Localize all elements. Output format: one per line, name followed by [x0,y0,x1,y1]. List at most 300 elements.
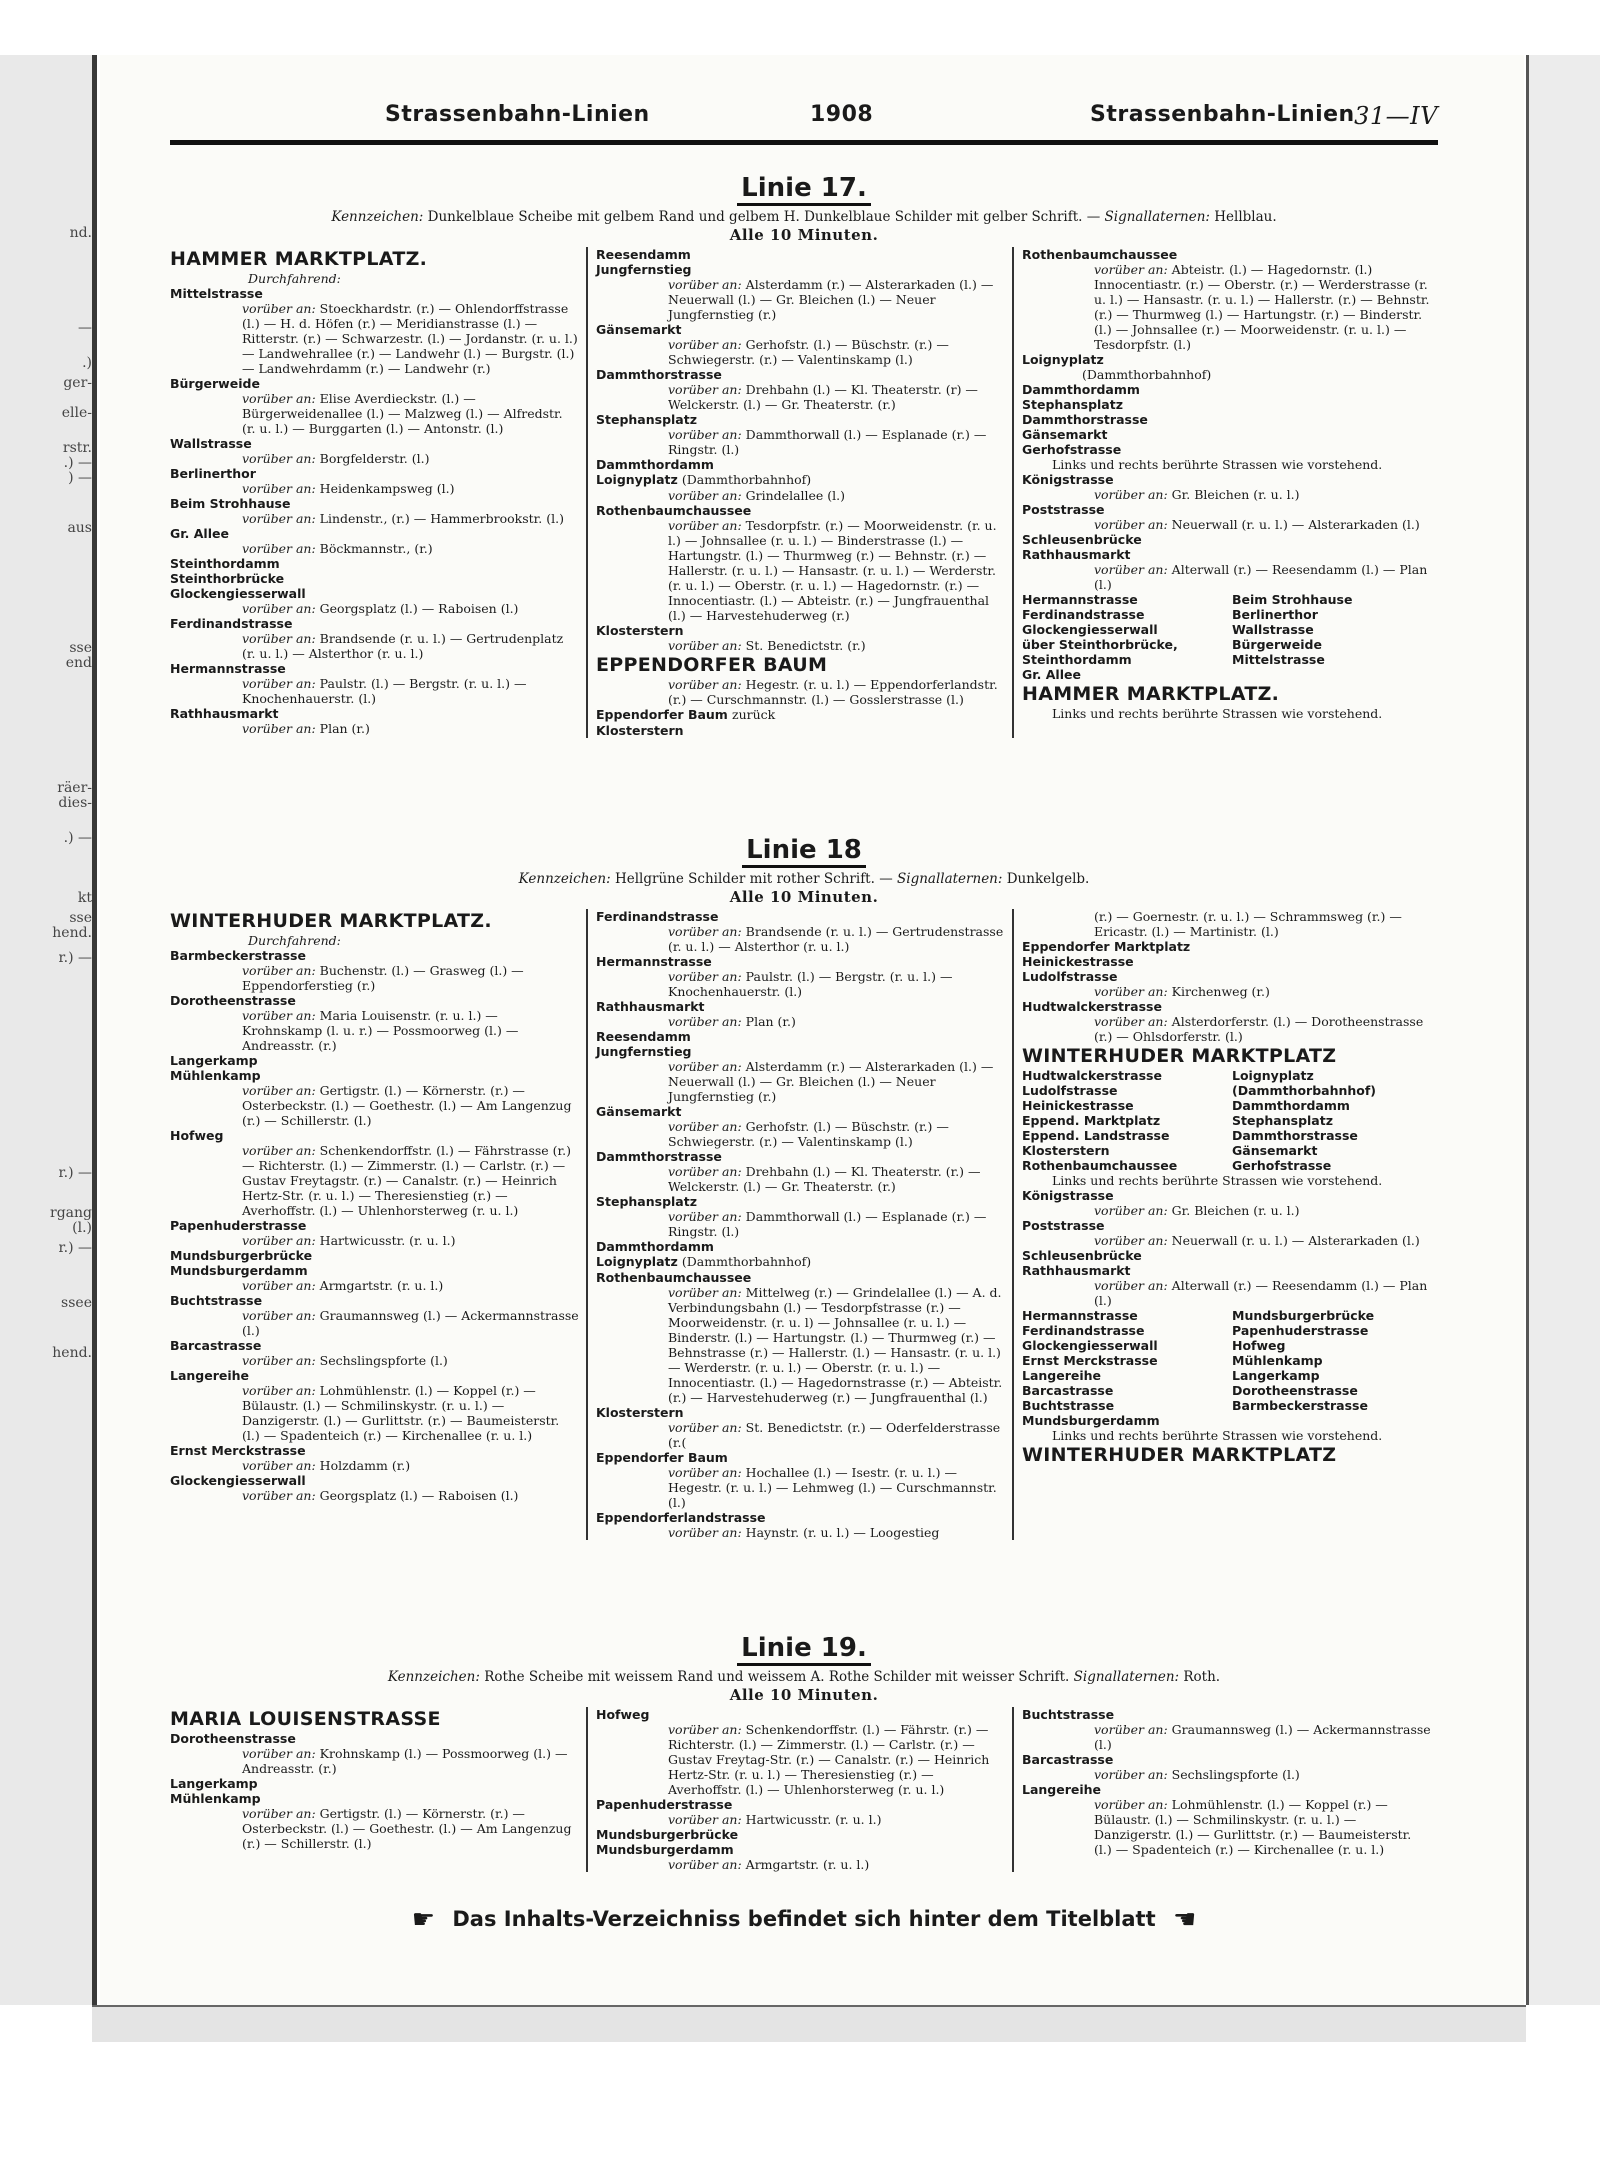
signal-label: Signallaternen: [1104,209,1210,225]
footer-text: Das Inhalts-Verzeichniss befindet sich hinter dem Titelblatt [452,1907,1156,1931]
stop-name: Hudtwalckerstrasse [1022,999,1162,1014]
stop-summary-grid [1022,1068,1432,1173]
vorueber-label: vorüber an: [668,1525,742,1540]
streets-text: Lohmühlenstr. (l.) — Koppel (r.) — Bülaustr. (l.) — Schmilinskystr. (r. u. l.) — Danzigerstr. (l.) — Gurlittstr. (r.) — Baumeisterstr. (l.) — Spadenteich (r.) — Kirchenallee (r. u. l.) [242,1383,560,1443]
streets-passed [596,1164,1006,1194]
footer-note [170,1905,1438,1935]
stop-name: Reesendamm [596,247,691,262]
streets-passed [596,1465,1006,1510]
margin-fragment: aus [67,520,92,536]
streets-passed [170,631,580,661]
streets-passed [1022,262,1432,352]
stop-name: Gänsemarkt [596,322,682,337]
streets-text: Mittelweg (r.) — Grindelallee (l.) — A. d. Verbindungsbahn (l.) — Tesdorpfstrasse (r.) — Moorweidenstr. (r. u. l) — Johnsallee (r. u. l.) — Binderstr. (l.) — Hartungstr. (l.) — Thurmweg (r.) — Behnstrasse (r.) — Hallerstr. (l.) — Hansastr. (r. u. l.) — Werderstr. (r. u. l.) — Oberstr. (r. u. l.) — Innocentiastr. (l.) — Hagedornstrasse (r.) — Abteistr. (r.) — Harvestehuderweg (r.) — Jungfrauenthal (l.) [668,1285,1003,1405]
route-column [170,909,586,1540]
stop-name: Mundsburgerdamm [596,1842,734,1857]
vorueber-label: vorüber an: [1094,562,1168,577]
vorueber-label: vorüber an: [668,969,742,984]
streets-text: (r.) — Goernestr. (r. u. l.) — Schrammsweg (r.) — Ericastr. (l.) — Martinistr. (l.) [1094,909,1402,939]
streets-text: Neuerwall (r. u. l.) — Alsterarkaden (l.) [1171,517,1420,532]
stop-name: Loignyplatz [596,1254,678,1269]
terminus: HAMMER MARKTPLATZ. [170,248,428,270]
stop-name: Gr. Allee [170,526,229,541]
line-title [170,1633,1438,1663]
streets-text: Alterwall (r.) — Reesendamm (l.) — Plan (l.) [1094,562,1428,592]
stop-note: zurück [731,707,776,722]
vorueber-label: vorüber an: [1094,984,1168,999]
stop-row [596,472,1006,488]
frequency: Alle 10 Minuten. [729,226,879,244]
streets-text: Buchenstr. (l.) — Grasweg (l.) — Eppendorferstieg (r.) [242,963,524,993]
summary-stop: Ludolfstrasse [1022,1083,1118,1098]
summary-stop: Barcastrasse [1022,1383,1114,1398]
streets-text: Brandsende (r. u. l.) — Gertrudenstrasse (r. u. l.) — Alsterthor (r. u. l.) [668,924,1004,954]
stop-name: Eppendorfer Baum [596,707,728,722]
line-title [170,173,1438,203]
stop-name: Jungfernstieg [596,1044,692,1059]
stop-name: Mittelstrasse [170,286,263,301]
streets-passed [1022,1722,1432,1752]
streets-text: Hochallee (l.) — Isestr. (r. u. l.) — Hegestr. (r. u. l.) — Lehmweg (l.) — Curschmannstr. (l.) [668,1465,997,1510]
stop-name: Ernst Merckstrasse [170,1443,306,1458]
stop-name: Klosterstern [596,723,684,738]
streets-passed [596,638,1006,653]
running-header [170,100,1438,145]
streets-text: Gr. Bleichen (r. u. l.) [1171,1203,1300,1218]
line-block-18 [170,835,1438,1540]
stop-name: Klosterstern [596,623,684,638]
streets-text: Böckmannstr., (r.) [319,541,433,556]
streets-text: Haynstr. (r. u. l.) — Loogestieg [745,1525,940,1540]
streets-text: Maria Louisenstr. (r. u. l.) — Krohnskamp (l. u. r.) — Possmoorweg (l.) — Andreasstr. (r.) [242,1008,519,1053]
summary-stop: Papenhuderstrasse [1232,1323,1369,1338]
summary-stop: Beim Strohhause [1232,592,1353,607]
streets-passed [1022,1233,1432,1248]
kennzeichen-label: Kennzeichen: [387,1669,480,1685]
vorueber-label: vorüber an: [668,1465,742,1480]
streets-passed [170,963,580,993]
vorueber-label: vorüber an: [1094,1278,1168,1293]
summary-stop: Gänsemarkt [1232,1143,1318,1158]
streets-passed [596,382,1006,412]
stop-name: Klosterstern [596,1405,684,1420]
summary-stop: Wallstrasse [1232,622,1314,637]
margin-fragment: — [78,320,92,336]
streets-passed [596,1059,1006,1104]
summary-stop: Ferdinandstrasse [1022,1323,1145,1338]
kennzeichen-label: Kennzeichen: [518,871,611,887]
summary-stop: (Dammthorbahnhof) [1232,1083,1377,1098]
vorueber-label: vorüber an: [242,1278,316,1293]
margin-fragment: r.) — [58,950,92,966]
streets-text: Krohnskamp (l.) — Possmoorweg (l.) — Andreasstr. (r.) [242,1746,568,1776]
vorueber-label: vorüber an: [668,382,742,397]
stop-name: Barmbeckerstrasse [170,948,306,963]
pointing-hand-left-icon: ☚ [1172,1905,1197,1935]
summary-stop: Glockengiesserwall [1022,622,1158,637]
vorueber-label: vorüber an: [242,301,316,316]
stop-name: Rathhausmarkt [1022,1263,1131,1278]
vorueber-label: vorüber an: [1094,1233,1168,1248]
vorueber-label: vorüber an: [668,1285,742,1300]
streets-passed [1022,1797,1432,1857]
stop-name: Rathhausmarkt [170,706,279,721]
streets-text: Sechslingspforte (l.) [319,1353,448,1368]
summary-stop: Buchtstrasse [1022,1398,1115,1413]
margin-fragment: (l.) [72,1220,92,1236]
summary-stop: Gerhofstrasse [1232,1158,1332,1173]
streets-passed [1022,1014,1432,1044]
margin-fragment: hend. [52,925,92,941]
streets-passed [170,481,580,496]
stop-name: Ludolfstrasse [1022,969,1118,984]
stop-name: Jungfernstieg [596,262,692,277]
scan-left-margin [0,55,97,2005]
streets-passed [170,601,580,616]
stop-summary-grid [1022,1308,1432,1428]
streets-text: Tesdorpfstr. (r.) — Moorweidenstr. (r. u. l.) — Johnsallee (r. u. l.) — Binderstrasse (l.) — Hartungstr. (l.) — Thurmweg (r.) — Behnstr. (r.) — Hallerstr. (r. u. l.) — Hansastr. (r. u. l.) — Werderstr. (r. u. l.) — Oberstr. (r. u. l.) — Hagedornstr. (r.) — Innocentiastr. (l.) — Abteistr. (r.) — Jungfrauenthal (l.) — Harvestehuderweg (r.) [668,518,997,623]
stop-name: Hofweg [170,1128,224,1143]
margin-fragment: elle- [61,405,92,421]
summary-stop: Rothenbaumchaussee [1022,1158,1178,1173]
streets-passed [170,1008,580,1053]
streets-text: Georgsplatz (l.) — Raboisen (l.) [319,601,519,616]
summary-stop: Hermannstrasse [1022,1308,1138,1323]
stop-name: Mühlenkamp [170,1068,261,1083]
summary-stop: Stephansplatz [1232,1113,1333,1128]
streets-passed [596,677,1006,707]
stop-name: Poststrasse [1022,1218,1105,1233]
streets-text: Alsterdorferstr. (l.) — Dorotheenstrasse (r.) — Ohlsdorferstr. (l.) [1094,1014,1424,1044]
streets-text: Dammthorwall (l.) — Esplanade (r.) — Ringstr. (l.) [668,1209,987,1239]
vorueber-label: vorüber an: [242,631,316,646]
route-columns [170,247,1438,738]
streets-passed [596,488,1006,503]
stop-name: Mundsburgerdamm [170,1263,308,1278]
vorueber-label: vorüber an: [1094,1767,1168,1782]
line-title-text: Linie 19. [737,1633,871,1666]
durchfahrend-label: Durchfahrend: [248,933,341,948]
streets-passed [170,1458,580,1473]
streets-passed [596,924,1006,954]
streets-passed [170,1353,580,1368]
margin-fragment: ) — [68,470,92,486]
streets-text: Drehbahn (l.) — Kl. Theaterstr. (r) — Welckerstr. (l.) — Gr. Theaterstr. (r.) [668,382,978,412]
vorueber-label: vorüber an: [1094,1203,1168,1218]
vorueber-label: vorüber an: [242,676,316,691]
streets-passed [596,969,1006,999]
streets-text: Alterwall (r.) — Reesendamm (l.) — Plan (l.) [1094,1278,1428,1308]
margin-fragment: r.) — [58,1165,92,1181]
streets-text: Gr. Bleichen (r. u. l.) [1171,487,1300,502]
margin-fragment: sse [69,910,92,926]
streets-text: Dammthorwall (l.) — Esplanade (r.) — Ringstr. (l.) [668,427,987,457]
stop-name: Mühlenkamp [170,1791,261,1806]
margin-fragment: kt [77,890,92,906]
route-note: Links und rechts berührte Strassen wie vorstehend. [1052,457,1383,472]
vorueber-label: vorüber an: [668,427,742,442]
streets-passed [596,1525,1006,1540]
header-right-title: Strassenbahn-Linien [1090,102,1355,127]
margin-fragment: r.) — [58,1240,92,1256]
margin-fragment: räer- [57,780,92,796]
terminus: WINTERHUDER MARKTPLATZ [1022,1045,1337,1067]
streets-passed [170,1308,580,1338]
streets-text: St. Benedictstr. (r.) — Oderfelderstrasse (r.( [668,1420,1001,1450]
stop-name: Wallstrasse [170,436,252,451]
streets-passed [170,541,580,556]
header-year: 1908 [810,102,874,127]
vorueber-label: vorüber an: [242,1383,316,1398]
vorueber-label: vorüber an: [242,451,316,466]
vorueber-label: vorüber an: [668,488,742,503]
line-title [170,835,1438,865]
vorueber-label: vorüber an: [1094,1014,1168,1029]
stop-name: Ferdinandstrasse [170,616,293,631]
streets-text: Stoeckhardstr. (r.) — Ohlendorffstrasse (l.) — H. d. Höfen (r.) — Meridianstrasse (l.) — Ritterstr. (r.) — Schwarzestr. (l.) — Jordanstr. (r. u. l.) — Landwehrallee (r.) — Landwehr (l.) — Burgstr. (l.) — Landwehrdamm (r.) — Landwehr (r.) [242,301,578,376]
streets-passed [170,1083,580,1128]
vorueber-label: vorüber an: [242,1353,316,1368]
summary-stop: Ferdinandstrasse [1022,607,1145,622]
route-column [586,909,1012,1540]
vorueber-label: vorüber an: [668,1209,742,1224]
stop-name: Steinthordamm [170,556,280,571]
streets-text: Schenkendorffstr. (l.) — Fährstrasse (r.) — Richterstr. (l.) — Zimmerstr. (l.) — Carlstr. (r.) — Gustav Freytagstr. (r.) — Canalstr. (r.) — Heinrich Hertz-Str. (r. u. l.) — Theresienstieg (r.) — Averhoffstr. (l.) — Uhlenhorsterweg (r. u. l.) [242,1143,571,1218]
stop-name: Papenhuderstrasse [170,1218,307,1233]
vorueber-label: vorüber an: [242,721,316,736]
margin-fragment: dies- [58,795,92,811]
streets-text: Plan (r.) [319,721,370,736]
stop-name: Mundsburgerbrücke [596,1827,739,1842]
streets-passed [170,1233,580,1248]
summary-stop: Heinickestrasse [1022,1098,1134,1113]
vorueber-label: vorüber an: [242,1143,316,1158]
route-column [586,1707,1012,1872]
streets-text: Graumannsweg (l.) — Ackermannstrasse (l.) [242,1308,579,1338]
vorueber-label: vorüber an: [1094,517,1168,532]
vorueber-label: vorüber an: [1094,1722,1168,1737]
summary-stop: Langerkamp [1232,1368,1320,1383]
streets-passed [170,676,580,706]
stop-name: Königstrasse [1022,472,1114,487]
margin-fragment: ger- [63,375,92,391]
page-number: 31—IV [1354,102,1438,130]
route-column [1012,909,1438,1540]
vorueber-label: vorüber an: [668,337,742,352]
line-block-19 [170,1633,1438,1872]
summary-stop: Glockengiesserwall [1022,1338,1158,1353]
stop-name: Rathhausmarkt [1022,547,1131,562]
stop-name: Glockengiesserwall [170,586,306,601]
streets-passed [596,277,1006,322]
vorueber-label: vorüber an: [668,924,742,939]
stop-name: Eppendorferlandstrasse [596,1510,766,1525]
streets-passed [596,1420,1006,1450]
margin-fragment: ssee [61,1295,92,1311]
stop-name: Langereihe [1022,1782,1102,1797]
vorueber-label: vorüber an: [242,481,316,496]
route-note: Links und rechts berührte Strassen wie vorstehend. [1052,1173,1383,1188]
vorueber-label: vorüber an: [1094,1797,1168,1812]
stop-name: Papenhuderstrasse [596,1797,733,1812]
route-note: Links und rechts berührte Strassen wie vorstehend. [1052,706,1383,721]
streets-passed [596,1812,1006,1827]
terminus: MARIA LOUISENSTRASSE [170,1708,441,1730]
stop-name: Bürgerweide [170,376,260,391]
stop-name: Buchtstrasse [1022,1707,1115,1722]
stop-name: Langerkamp [170,1776,258,1791]
summary-stop: Dorotheenstrasse [1232,1383,1358,1398]
streets-text: Gerhofstr. (l.) — Büschstr. (r.) — Schwiegerstr. (r.) — Valentinskamp (l.) [668,1119,949,1149]
summary-stop: Langereihe [1022,1368,1102,1383]
streets-passed [170,451,580,466]
streets-text: Elise Averdieckstr. (l.) — Bürgerweidenallee (l.) — Malzweg (l.) — Alfredstr. (r. u. l.) — Burggarten (l.) — Antonstr. (l.) [242,391,563,436]
streets-text: Neuerwall (r. u. l.) — Alsterarkaden (l.) [1171,1233,1420,1248]
streets-passed [1022,1203,1432,1218]
summary-stop: Hudtwalckerstrasse [1022,1068,1162,1083]
vorueber-label: vorüber an: [668,1420,742,1435]
route-column [170,1707,586,1872]
signal-text: Dunkelgelb. [1006,871,1090,887]
streets-passed [1022,1767,1432,1782]
streets-passed [596,1014,1006,1029]
terminus: HAMMER MARKTPLATZ. [1022,683,1280,705]
stop-name: Schleusenbrücke [1022,1248,1142,1263]
summary-stop [1232,1413,1432,1428]
streets-text: Holzdamm (r.) [319,1458,411,1473]
streets-passed [596,1285,1006,1405]
streets-text: Abteistr. (l.) — Hagedornstr. (l.) Innocentiastr. (r.) — Oberstr. (r.) — Werderstrasse (r. u. l.) — Hansastr. (r. u. l.) — Hallerstr. (r.) — Behnstr. (r.) — Thurmweg (l.) — Hartungstr. (r.) — Binderstr. (l.) — Johnsallee (r.) — Moorweidenstr. (r. u. l.) — Tesdorpfstr. (l.) [1094,262,1430,352]
summary-stop: Steinthordamm [1022,652,1132,667]
streets-text: Paulstr. (l.) — Bergstr. (r. u. l.) — Knochenhauerstr. (l.) [242,676,527,706]
summary-stop: Dammthorstrasse [1232,1128,1358,1143]
stop-name: Stephansplatz [596,412,697,427]
summary-stop: Klosterstern [1022,1143,1110,1158]
vorueber-label: vorüber an: [242,601,316,616]
route-note: Links und rechts berührte Strassen wie vorstehend. [1052,1428,1383,1443]
streets-text: Graumannsweg (l.) — Ackermannstrasse (l.) [1094,1722,1431,1752]
streets-passed [1022,487,1432,502]
line-identifier [170,871,1438,887]
route-columns [170,1707,1438,1872]
kennzeichen-text: Hellgrüne Schilder mit rother Schrift. — [614,871,893,887]
stop-name: Gr. Allee [1022,667,1081,682]
margin-fragment: rstr. [62,440,92,456]
stop-name: Eppendorfer Baum [596,1450,728,1465]
streets-text: Kirchenweg (r.) [1171,984,1270,999]
route-column [1012,1707,1438,1872]
terminus: WINTERHUDER MARKTPLATZ [1022,1444,1337,1466]
streets-text: Schenkendorffstr. (l.) — Fährstr. (r.) — Richterstr. (l.) — Zimmerstr. (l.) — Carlstr. (r.) — Gustav Freytag-Str. (r.) — Canalstr. (r.) — Heinrich Hertz-Str. (r. u. l.) — Theresienstieg (r.) — Averhoffstr. (l.) — Uhlenhorsterweg (r. u. l.) [668,1722,990,1797]
vorueber-label: vorüber an: [668,1059,742,1074]
stop-name: Hermannstrasse [596,954,712,969]
streets-text: Paulstr. (l.) — Bergstr. (r. u. l.) — Knochenhauerstr. (l.) [668,969,953,999]
stop-name: Buchtstrasse [170,1293,263,1308]
vorueber-label: vorüber an: [668,1119,742,1134]
streets-passed [170,301,580,376]
vorueber-label: vorüber an: [668,518,742,533]
stop-name: Rathhausmarkt [596,999,705,1014]
pointing-hand-right-icon: ☛ [411,1905,436,1935]
line-title-text: Linie 18 [742,835,866,868]
stop-name: Glockengiesserwall [170,1473,306,1488]
kennzeichen-label: Kennzeichen: [331,209,424,225]
vorueber-label: vorüber an: [668,677,742,692]
streets-passed [596,1722,1006,1797]
streets-passed [596,1119,1006,1149]
line-block-17 [170,173,1438,738]
streets-text: Georgsplatz (l.) — Raboisen (l.) [319,1488,519,1503]
stop-name: Stephansplatz [1022,397,1123,412]
line-identifier [170,1669,1438,1685]
streets-text: Grindelallee (l.) [745,488,846,503]
vorueber-label: vorüber an: [668,638,742,653]
summary-stop: Mundsburgerbrücke [1232,1308,1375,1323]
streets-text: Lohmühlenstr. (l.) — Koppel (r.) — Bülaustr. (l.) — Schmilinskystr. (r. u. l.) — Danzigerstr. (l.) — Gurlittstr. (r.) — Baumeisterstr. (l.) — Spadenteich (r.) — Kirchenallee (r. u. l.) [1094,1797,1412,1857]
streets-text: Borgfelderstr. (l.) [319,451,430,466]
vorueber-label: vorüber an: [242,1308,316,1323]
vorueber-label: vorüber an: [1094,262,1168,277]
stop-name: Dammthorstrasse [1022,412,1148,427]
streets-text: St. Benedictstr. (r.) [745,638,866,653]
vorueber-label: vorüber an: [242,1008,316,1023]
timetable-page [100,55,1524,2005]
vorueber-label: vorüber an: [242,1488,316,1503]
streets-text: Alsterdamm (r.) — Alsterarkaden (l.) — Neuerwall (l.) — Gr. Bleichen (l.) — Neuer Jungfernstieg (r.) [668,1059,994,1104]
stop-name: Loignyplatz [596,472,678,487]
streets-text: Brandsende (r. u. l.) — Gertrudenplatz (r. u. l.) — Alsterthor (r. u. l.) [242,631,564,661]
stop-name: Poststrasse [1022,502,1105,517]
stop-name: Berlinerthor [170,466,256,481]
vorueber-label: vorüber an: [242,541,316,556]
streets-passed [170,1278,580,1293]
stop-name: Mundsburgerbrücke [170,1248,313,1263]
stop-name: Dammthorstrasse [596,1149,722,1164]
stop-name: Eppendorfer Marktplatz [1022,939,1191,954]
line-identifier [170,209,1438,225]
margin-fragment: rgang [50,1205,92,1221]
stop-name: Schleusenbrücke [1022,532,1142,547]
summary-stop: Loignyplatz [1232,1068,1314,1083]
stop-name: Stephansplatz [596,1194,697,1209]
streets-passed [170,391,580,436]
streets-text: Hegestr. (r. u. l.) — Eppendorferlandstr. (r.) — Curschmannstr. (l.) — Gosslerstrasse (l.) [668,677,998,707]
summary-stop: Hofweg [1232,1338,1286,1353]
stop-name: Ferdinandstrasse [596,909,719,924]
terminus: WINTERHUDER MARKTPLATZ. [170,910,492,932]
streets-text: Armgartstr. (r. u. l.) [745,1857,870,1872]
signal-label: Signallaternen: [1073,1669,1180,1685]
streets-passed [596,337,1006,367]
stop-name: Heinickestrasse [1022,954,1134,969]
vorueber-label: vorüber an: [242,1083,316,1098]
summary-stop: über Steinthorbrücke, [1022,637,1178,652]
stop-name: Barcastrasse [1022,1752,1114,1767]
stop-name: Rothenbaumchaussee [596,503,752,518]
durchfahrend-label: Durchfahrend: [248,271,341,286]
margin-fragment: nd. [69,225,92,241]
stop-name: Dammthordamm [596,457,714,472]
margin-fragment: sse [69,640,92,656]
vorueber-label: vorüber an: [668,1164,742,1179]
margin-fragment: .) — [63,455,92,471]
stop-name: Gänsemarkt [1022,427,1108,442]
stop-name: Dorotheenstrasse [170,993,296,1008]
vorueber-label: vorüber an: [668,1722,742,1737]
streets-passed [170,1143,580,1218]
streets-text: Lindenstr., (r.) — Hammerbrookstr. (l.) [319,511,564,526]
streets-text: Gertigstr. (l.) — Körnerstr. (r.) — Osterbeckstr. (l.) — Goethestr. (l.) — Am Langenzug (r.) — Schillerstr. (l.) [242,1083,572,1128]
